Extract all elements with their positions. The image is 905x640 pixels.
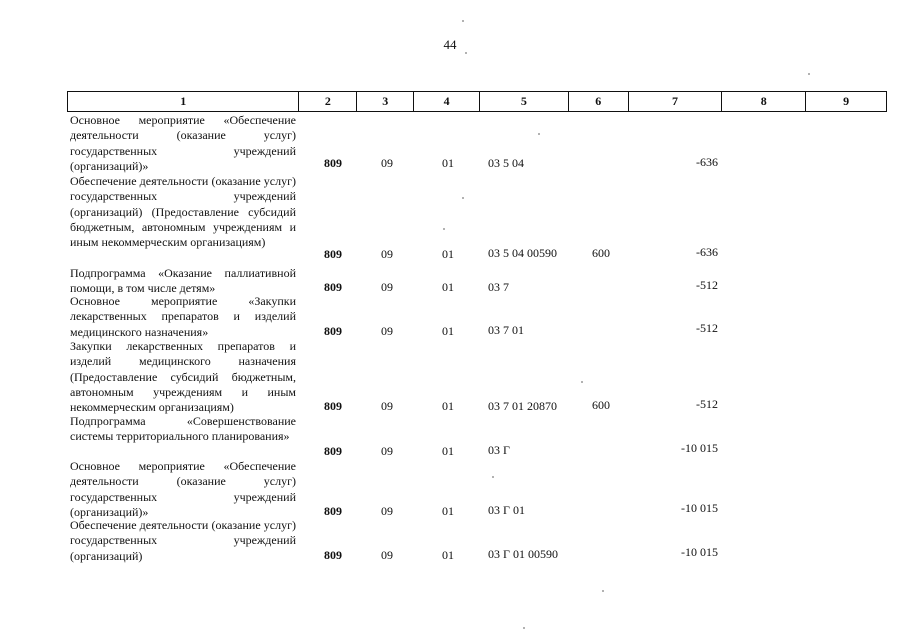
row-admin-code: 809 [324, 548, 342, 562]
row-sum: -636 [696, 155, 718, 169]
row-subsection: 01 [442, 324, 454, 338]
scan-speck [462, 197, 464, 199]
column-header-5: 5 [480, 92, 569, 111]
scan-speck [538, 133, 540, 135]
row-sum: -10 015 [681, 441, 718, 455]
row-target-code: 03 5 04 [488, 156, 524, 170]
row-sum: -10 015 [681, 501, 718, 515]
row-section: 09 [381, 247, 393, 261]
row-sum: -512 [696, 397, 718, 411]
scan-speck [492, 476, 494, 478]
row-description: Основное мероприятие «Обеспечение деятельности (оказание услуг) государственных учреждений (организаций)» [70, 459, 296, 519]
row-subsection: 01 [442, 548, 454, 562]
row-sum: -636 [696, 245, 718, 259]
row-description: Обеспечение деятельности (оказание услуг) государственных учреждений (организаций) (Предоставление субсидий бюджетным, автономным учреждениям и иным некоммерческим организациям) [70, 174, 296, 250]
row-admin-code: 809 [324, 247, 342, 261]
column-header-3: 3 [357, 92, 414, 111]
row-sum: -512 [696, 321, 718, 335]
row-subsection: 01 [442, 247, 454, 261]
row-expense-type: 600 [592, 398, 610, 412]
row-admin-code: 809 [324, 324, 342, 338]
scan-speck [581, 381, 583, 383]
row-sum: -512 [696, 278, 718, 292]
row-admin-code: 809 [324, 399, 342, 413]
row-description: Подпрограмма «Совершенствование системы территориального планирования» [70, 414, 296, 444]
column-header-8: 8 [722, 92, 806, 111]
row-admin-code: 809 [324, 504, 342, 518]
row-subsection: 01 [442, 156, 454, 170]
table-header-row [67, 91, 887, 112]
row-description: Закупки лекарственных препаратов и изделий медицинского назначения (Предоставление субсидий бюджетным, автономным учреждениям и иным некоммерческим организациям) [70, 339, 296, 415]
row-description: Основное мероприятие «Обеспечение деятельности (оказание услуг) государственных учреждений (организаций)» [70, 113, 296, 173]
row-section: 09 [381, 444, 393, 458]
scan-speck [602, 590, 604, 592]
scan-speck [462, 20, 464, 22]
row-target-code: 03 7 01 [488, 323, 524, 337]
row-admin-code: 809 [324, 280, 342, 294]
row-section: 09 [381, 156, 393, 170]
scan-speck [808, 73, 810, 75]
row-admin-code: 809 [324, 444, 342, 458]
column-header-2: 2 [299, 92, 357, 111]
row-target-code: 03 Г 01 00590 [488, 547, 558, 561]
row-target-code: 03 Г 01 [488, 503, 525, 517]
row-subsection: 01 [442, 280, 454, 294]
row-target-code: 03 7 [488, 280, 509, 294]
column-header-4: 4 [414, 92, 480, 111]
row-subsection: 01 [442, 444, 454, 458]
column-header-9: 9 [843, 94, 850, 108]
scan-speck [523, 627, 525, 629]
row-sum: -10 015 [681, 545, 718, 559]
row-subsection: 01 [442, 504, 454, 518]
row-section: 09 [381, 280, 393, 294]
row-section: 09 [381, 548, 393, 562]
row-target-code: 03 5 04 00590 [488, 246, 557, 260]
row-description: Обеспечение деятельности (оказание услуг) государственных учреждений (организаций) [70, 518, 296, 563]
row-expense-type: 600 [592, 246, 610, 260]
row-description: Подпрограмма «Оказание паллиативной помощи, в том числе детям» [70, 266, 296, 296]
column-header-1: 1 [68, 92, 299, 111]
page-number: 44 [443, 37, 457, 52]
row-section: 09 [381, 324, 393, 338]
row-target-code: 03 7 01 20870 [488, 399, 557, 413]
row-description: Основное мероприятие «Закупки лекарственных препаратов и изделий медицинского назначения» [70, 294, 296, 339]
row-section: 09 [381, 504, 393, 518]
row-section: 09 [381, 399, 393, 413]
column-header-6: 6 [569, 92, 629, 111]
column-header-7: 7 [629, 92, 723, 111]
row-admin-code: 809 [324, 156, 342, 170]
scan-speck [443, 228, 445, 230]
row-target-code: 03 Г [488, 443, 510, 457]
scan-speck [465, 52, 467, 54]
row-subsection: 01 [442, 399, 454, 413]
